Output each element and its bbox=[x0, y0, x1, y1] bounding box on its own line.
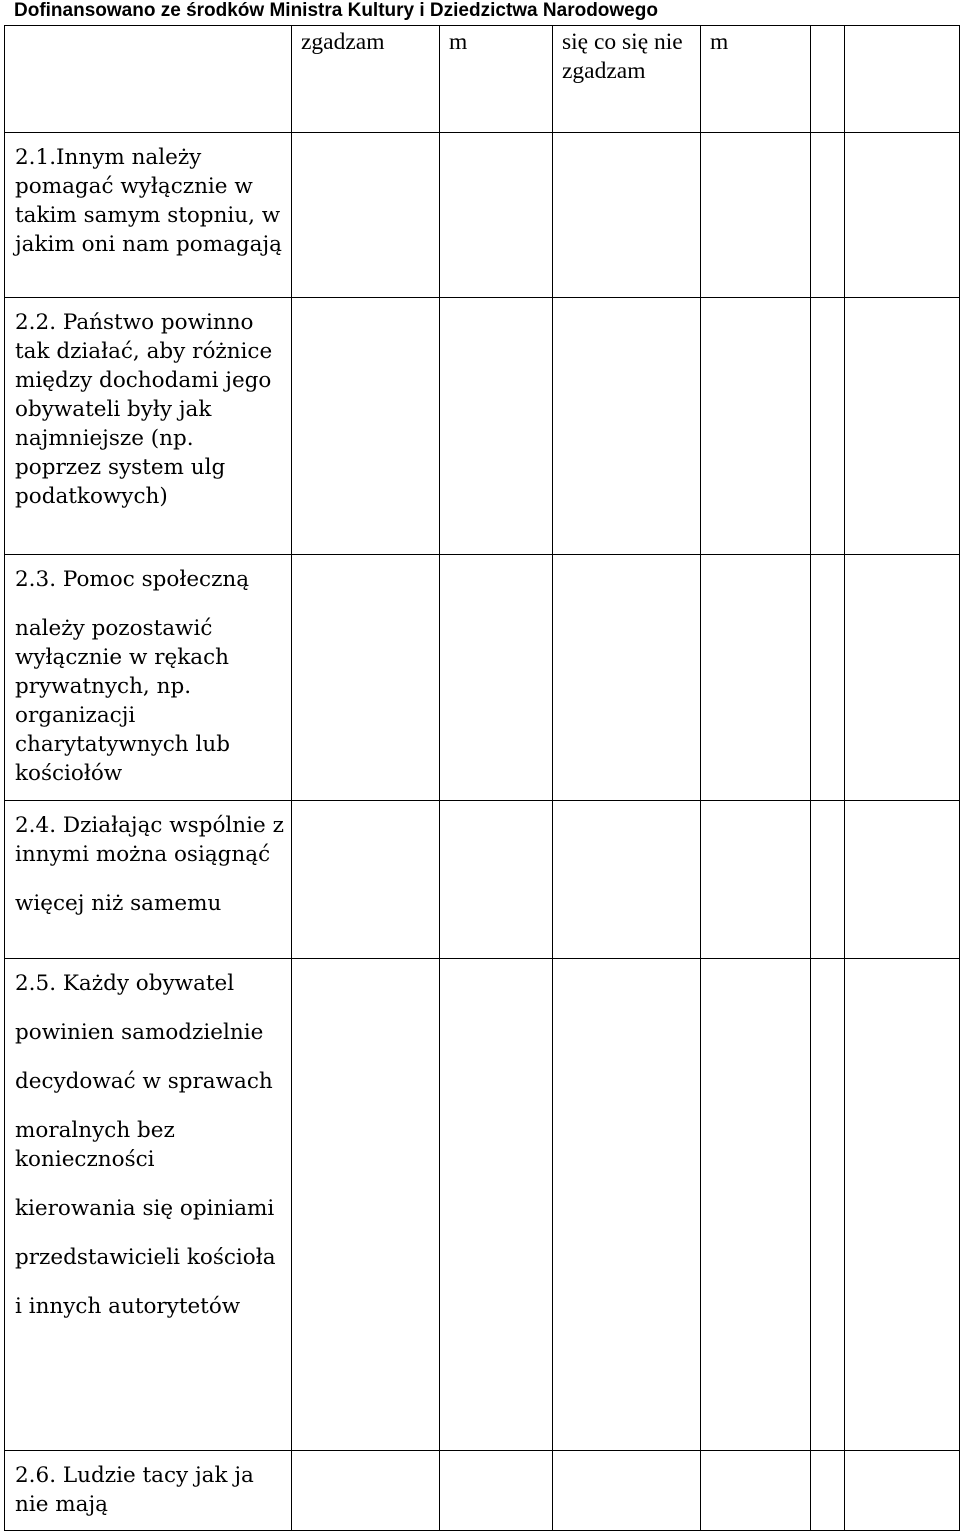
statement-text: decydować w sprawach bbox=[15, 1069, 273, 1094]
answer-cell[interactable] bbox=[845, 298, 960, 555]
table-row bbox=[5, 298, 960, 555]
answer-cell[interactable] bbox=[553, 555, 701, 801]
survey-table bbox=[4, 25, 960, 1531]
answer-cell[interactable] bbox=[292, 298, 440, 555]
answer-cell[interactable] bbox=[811, 801, 845, 959]
answer-cell[interactable] bbox=[811, 1451, 845, 1531]
answer-cell[interactable] bbox=[553, 133, 701, 298]
answer-cell[interactable] bbox=[701, 959, 811, 1451]
statement-cell bbox=[5, 1451, 292, 1531]
answer-cell[interactable] bbox=[845, 133, 960, 298]
statement-cell bbox=[5, 133, 292, 298]
statement-text: kierowania się opiniami bbox=[15, 1196, 275, 1221]
answer-cell[interactable] bbox=[553, 801, 701, 959]
header-cell-empty-1 bbox=[811, 26, 845, 133]
answer-cell[interactable] bbox=[292, 133, 440, 298]
answer-cell[interactable] bbox=[553, 298, 701, 555]
statement-text: moralnych bez konieczności bbox=[15, 1118, 175, 1172]
statement-cell bbox=[5, 959, 292, 1451]
answer-cell[interactable] bbox=[440, 801, 553, 959]
answer-cell[interactable] bbox=[811, 133, 845, 298]
statement-text: należy pozostawić wyłącznie w rękach prywatnych, np. organizacji charytatywnych lub kościołów bbox=[15, 616, 230, 786]
answer-cell[interactable] bbox=[701, 555, 811, 801]
answer-cell[interactable] bbox=[811, 959, 845, 1451]
answer-cell[interactable] bbox=[811, 555, 845, 801]
answer-cell[interactable] bbox=[553, 1451, 701, 1531]
table-row bbox=[5, 959, 960, 1451]
answer-cell[interactable] bbox=[292, 1451, 440, 1531]
header-cell-statement bbox=[5, 26, 292, 133]
statement-text: powinien samodzielnie bbox=[15, 1020, 264, 1045]
answer-cell[interactable] bbox=[292, 959, 440, 1451]
statement-cell bbox=[5, 801, 292, 959]
statement-text: 2.2. Państwo powinno tak działać, aby różnice między dochodami jego obywateli były jak najmniejsze (np. poprzez system ulg podatkowych) bbox=[15, 310, 273, 509]
answer-cell[interactable] bbox=[701, 133, 811, 298]
header-cell-agree: zgadzam bbox=[292, 26, 440, 133]
answer-cell[interactable] bbox=[845, 801, 960, 959]
statement-text: więcej niż samemu bbox=[15, 891, 222, 916]
table-row bbox=[5, 555, 960, 801]
answer-cell[interactable] bbox=[811, 298, 845, 555]
header-row bbox=[5, 26, 960, 133]
statement-cell bbox=[5, 555, 292, 801]
statement-text: 2.6. Ludzie tacy jak ja nie mają bbox=[15, 1463, 254, 1517]
answer-cell[interactable] bbox=[440, 133, 553, 298]
answer-cell[interactable] bbox=[845, 1451, 960, 1531]
statement-cell bbox=[5, 298, 292, 555]
answer-cell[interactable] bbox=[440, 298, 553, 555]
answer-cell[interactable] bbox=[845, 555, 960, 801]
statement-text: 2.1.Innym należy pomagać wyłącznie w takim samym stopniu, w jakim oni nam pomagają bbox=[15, 145, 282, 257]
answer-cell[interactable] bbox=[292, 801, 440, 959]
table-row bbox=[5, 801, 960, 959]
statement-text: przedstawicieli kościoła bbox=[15, 1245, 276, 1270]
header-cell-disagree: się co się nie zgadzam bbox=[553, 26, 701, 133]
statement-text: 2.4. Działając wspólnie z innymi można osiągnąć bbox=[15, 813, 284, 867]
header-cell-empty-2 bbox=[845, 26, 960, 133]
page-header: Dofinansowano ze środków Ministra Kultury i Dziedzictwa Narodowego bbox=[14, 0, 658, 21]
statement-text: 2.3. Pomoc społeczną bbox=[15, 567, 250, 592]
statement-text: 2.5. Każdy obywatel bbox=[15, 971, 235, 996]
answer-cell[interactable] bbox=[553, 959, 701, 1451]
statement-text: i innych autorytetów bbox=[15, 1294, 241, 1319]
header-cell-m2: m bbox=[701, 26, 811, 133]
table-row bbox=[5, 133, 960, 298]
answer-cell[interactable] bbox=[845, 959, 960, 1451]
answer-cell[interactable] bbox=[440, 959, 553, 1451]
header-cell-m: m bbox=[440, 26, 553, 133]
answer-cell[interactable] bbox=[440, 1451, 553, 1531]
answer-cell[interactable] bbox=[701, 801, 811, 959]
table-row bbox=[5, 1451, 960, 1531]
answer-cell[interactable] bbox=[440, 555, 553, 801]
answer-cell[interactable] bbox=[701, 298, 811, 555]
answer-cell[interactable] bbox=[292, 555, 440, 801]
answer-cell[interactable] bbox=[701, 1451, 811, 1531]
